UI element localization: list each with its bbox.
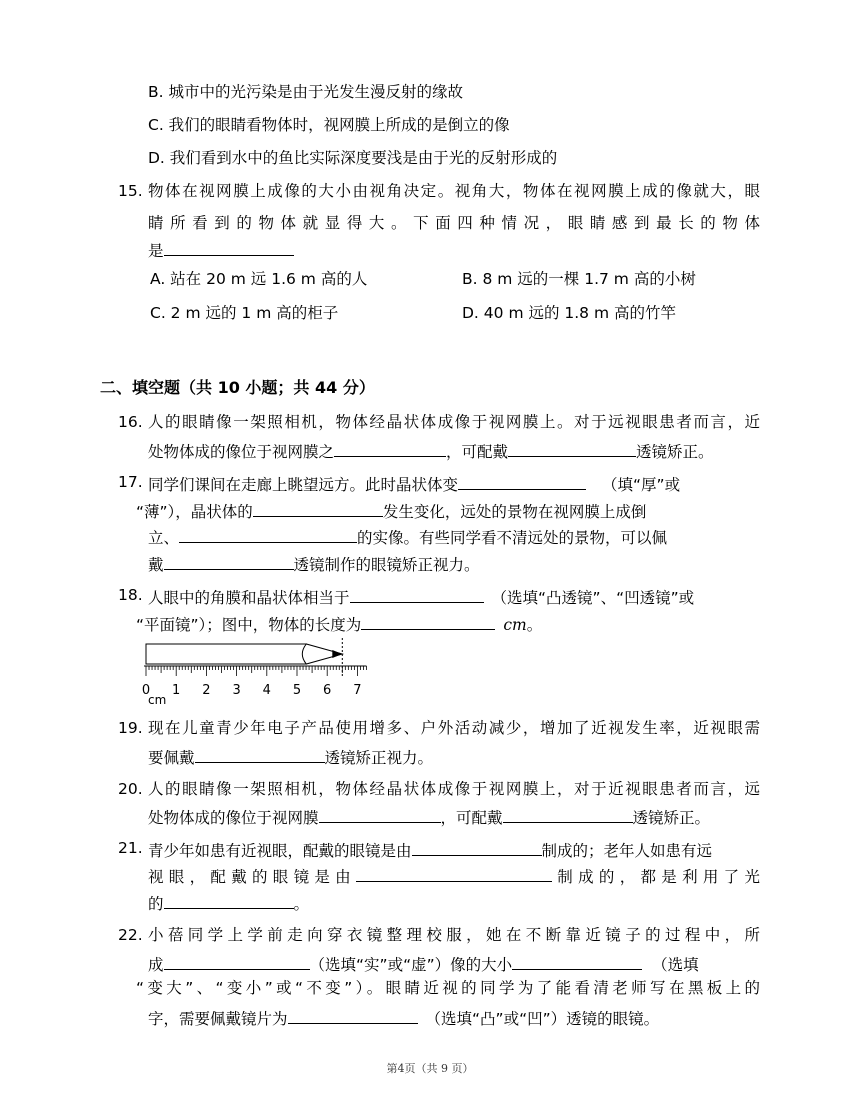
ruler-tick-label: 1 xyxy=(172,683,181,698)
page-footer: 第4页（共 9 页） xyxy=(386,1062,474,1075)
q17-blank-1[interactable] xyxy=(458,472,586,490)
q18-number: 18. xyxy=(118,586,143,604)
q18-blank-1[interactable] xyxy=(350,585,484,603)
q17-line3: 立、 的实像。有些同学看不清远处的景物，可以佩 xyxy=(148,525,667,548)
ruler-figure xyxy=(138,636,374,706)
q17-blank-4[interactable] xyxy=(164,552,294,570)
ruler-tick-label: 3 xyxy=(232,683,241,698)
q21-blank-3[interactable] xyxy=(164,891,294,909)
q20-blank-1[interactable] xyxy=(319,805,441,823)
q15-answer-blank[interactable] xyxy=(164,238,294,256)
q18-blank-2[interactable] xyxy=(361,612,495,630)
q21-line3: 的 。 xyxy=(148,891,309,914)
q21-line1: 青少年如患有近视眼，配戴的眼镜是由 制成的；老年人如患有远 xyxy=(148,838,712,861)
q17-line4: 戴 透镜制作的眼镜矫正视力。 xyxy=(148,552,480,575)
q15-option-a: A. 站在 20 m 远 1.6 m 高的人 xyxy=(150,270,368,288)
ruler-unit-label: cm xyxy=(148,693,167,706)
q17-line2: “薄”），晶状体的 发生变化，远处的景物在视网膜上成倒 xyxy=(136,499,646,522)
q14-option-c: C. 我们的眼睛看物体时，视网膜上所成的是倒立的像 xyxy=(148,116,510,134)
ruler-tick-label: 6 xyxy=(323,683,332,698)
q14-option-b: B. 城市中的光污染是由于光发生漫反射的缘故 xyxy=(148,83,463,101)
q15-number: 15. xyxy=(118,182,143,200)
q21-number: 21. xyxy=(118,839,143,857)
q15-line1: 物体在视网膜上成像的大小由视角决定。视角大，物体在视网膜上成的像就大，眼 xyxy=(148,182,760,200)
q20-number: 20. xyxy=(118,780,143,798)
q20-line1: 人的眼睛像一架照相机，物体经晶状体成像于视网膜上，对于近视眼患者而言，远 xyxy=(148,780,760,798)
q17-blank-3[interactable] xyxy=(179,525,357,543)
q16-line2: 处物体成的像位于视网膜之 ，可配戴 透镜矫正。 xyxy=(148,439,714,462)
q20-line2: 处物体成的像位于视网膜 ，可配戴 透镜矫正。 xyxy=(148,805,710,828)
section-title: 二、填空题（共 10 小题；共 44 分） xyxy=(100,378,375,397)
q18-line2: “平面镜”）；图中，物体的长度为 cm。 xyxy=(136,612,542,635)
q14-option-d: D. 我们看到水中的鱼比实际深度要浅是由于光的反射形成的 xyxy=(148,149,558,167)
q22-blank-3[interactable] xyxy=(288,1006,418,1024)
q21-blank-2[interactable] xyxy=(356,864,552,882)
q19-line2: 要佩戴 透镜矫正视力。 xyxy=(148,745,433,768)
q19-line1: 现在儿童青少年电子产品使用增多、户外活动减少，增加了近视发生率，近视眼需 xyxy=(148,719,760,737)
q19-number: 19. xyxy=(118,719,143,737)
q17-blank-2[interactable] xyxy=(253,499,383,517)
pencil-lead xyxy=(332,650,342,658)
q15-option-c: C. 2 m 远的 1 m 高的柜子 xyxy=(150,304,339,322)
q21-blank-1[interactable] xyxy=(412,838,542,856)
ruler-tick-label: 5 xyxy=(292,683,302,698)
q15-line3: 是 xyxy=(148,238,294,261)
ruler-tick-label: 7 xyxy=(353,683,362,698)
q22-number: 22. xyxy=(118,926,143,944)
pencil-body xyxy=(146,644,306,664)
q16-blank-2[interactable] xyxy=(508,439,636,457)
q22-line3: “变大”、“变小”或“不变”）。眼睛近视的同学为了能看清老师写在黑板上的 xyxy=(136,979,760,997)
q15-option-b: B. 8 m 远的一棵 1.7 m 高的小树 xyxy=(462,270,696,288)
q22-line4: 字，需要佩戴镜片为 （选填“凸”或“凹”）透镜的眼镜。 xyxy=(148,1006,659,1029)
q22-line2: 成 （选填“实”或“虚”）像的大小 （选填 xyxy=(148,952,699,975)
ruler-tick-label: 2 xyxy=(202,683,211,698)
q22-blank-1[interactable] xyxy=(164,952,310,970)
q17-number: 17. xyxy=(118,473,143,491)
q22-line1: 小蓓同学上学前走向穿衣镜整理校服，她在不断靠近镜子的过程中，所 xyxy=(148,926,760,944)
q16-blank-1[interactable] xyxy=(334,439,446,457)
q15-option-d: D. 40 m 远的 1.8 m 高的竹竿 xyxy=(462,304,676,322)
q19-blank-1[interactable] xyxy=(195,745,325,763)
q20-blank-2[interactable] xyxy=(503,805,633,823)
q17-line1: 同学们课间在走廊上眺望远方。此时晶状体变 （填“厚”或 xyxy=(148,472,680,495)
q21-line2: 视眼，配戴的眼镜是由 制成的，都是利用了光 xyxy=(148,864,760,887)
q22-blank-2[interactable] xyxy=(512,952,642,970)
q16-line1: 人的眼睛像一架照相机，物体经晶状体成像于视网膜上。对于远视眼患者而言，近 xyxy=(148,413,760,431)
q18-line1: 人眼中的角膜和晶状体相当于 （选填“凸透镜”、“凹透镜”或 xyxy=(148,585,694,608)
ruler-tick-label: 0 xyxy=(141,683,151,698)
q15-line2: 睛所看到的物体就显得大。下面四种情况，眼睛感到最长的物体 xyxy=(148,214,760,232)
ruler-tick-label: 4 xyxy=(262,683,271,698)
q16-number: 16. xyxy=(118,413,143,431)
